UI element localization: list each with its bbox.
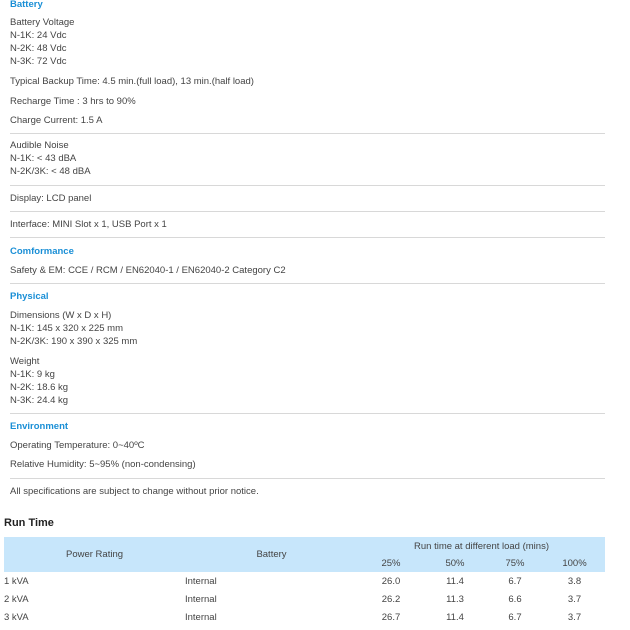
- runtime-cell: 3.7: [567, 611, 582, 623]
- power-rating-cell: 1 kVA: [4, 575, 29, 587]
- runtime-cell: 6.7: [508, 575, 522, 587]
- runtime-cell: 3.8: [567, 575, 582, 587]
- col-header-load: 50%: [424, 555, 486, 572]
- col-header-load: 25%: [358, 555, 424, 572]
- battery-voltage-title: Battery Voltage: [10, 17, 75, 28]
- section-heading-physical: Physical: [10, 291, 49, 302]
- power-rating-cell: 2 kVA: [4, 593, 29, 605]
- safety-em-spec: Safety & EM: CCE / RCM / EN62040-1 / EN62040-2 Category C2: [10, 265, 286, 276]
- section-heading-environment: Environment: [10, 421, 69, 432]
- runtime-cell: 6.7: [508, 611, 522, 623]
- separator: [10, 413, 605, 414]
- runtime-cell: 11.4: [446, 611, 464, 623]
- runtime-cell: 11.3: [446, 593, 464, 605]
- runtime-cell: 11.4: [446, 575, 464, 587]
- backup-time: Typical Backup Time: 4.5 min.(full load), 13 min.(half load): [10, 76, 254, 87]
- audible-noise-line: N-2K/3K: < 48 dBA: [10, 166, 91, 177]
- section-heading-conformance: Comformance: [10, 246, 74, 257]
- notice-text: All specifications are subject to change without prior notice.: [10, 486, 259, 497]
- separator: [10, 211, 605, 212]
- separator: [10, 478, 605, 479]
- weight-line: N-2K: 18.6 kg: [10, 382, 69, 393]
- dimensions-title: Dimensions (W x D x H): [10, 310, 112, 321]
- battery-voltage-line: N-3K: 72 Vdc: [10, 56, 67, 67]
- weight-title: Weight: [10, 356, 40, 367]
- dimensions-line: N-2K/3K: 190 x 390 x 325 mm: [10, 336, 138, 347]
- section-heading-battery: Battery: [10, 0, 43, 10]
- separator: [10, 185, 605, 186]
- display-spec: Display: LCD panel: [10, 193, 92, 204]
- table-row: [4, 608, 605, 626]
- recharge-time: Recharge Time : 3 hrs to 90%: [10, 96, 136, 107]
- col-header-load: 75%: [486, 555, 544, 572]
- interface-spec: Interface: MINI Slot x 1, USB Port x 1: [10, 219, 167, 230]
- battery-cell: Internal: [185, 611, 217, 623]
- audible-noise-line: N-1K: < 43 dBA: [10, 153, 77, 164]
- table-row: [4, 590, 605, 608]
- battery-cell: Internal: [185, 575, 217, 587]
- runtime-table: [4, 537, 605, 626]
- weight-line: N-1K: 9 kg: [10, 369, 55, 380]
- separator: [10, 133, 605, 134]
- table-row: [4, 572, 605, 590]
- runtime-title: Run Time: [4, 517, 54, 529]
- runtime-cell: 3.7: [567, 593, 582, 605]
- weight-line: N-3K: 24.4 kg: [10, 395, 69, 406]
- battery-voltage-line: N-2K: 48 Vdc: [10, 43, 67, 54]
- audible-noise-title: Audible Noise: [10, 140, 69, 151]
- charge-current: Charge Current: 1.5 A: [10, 115, 103, 126]
- runtime-cell: 26.2: [381, 593, 401, 605]
- dimensions-line: N-1K: 145 x 320 x 225 mm: [10, 323, 123, 334]
- col-header-power-rating: Power Rating: [4, 537, 185, 572]
- runtime-cell: 26.7: [381, 611, 401, 623]
- runtime-cell: 26.0: [381, 575, 401, 587]
- col-header-runtime-group: Run time at different load (mins): [358, 537, 605, 555]
- relative-humidity: Relative Humidity: 5~95% (non-condensing): [10, 459, 196, 470]
- operating-temperature: Operating Temperature: 0~40ºC: [10, 440, 145, 451]
- col-header-load: 100%: [544, 555, 605, 572]
- runtime-cell: 6.6: [508, 593, 522, 605]
- col-header-battery: Battery: [185, 537, 358, 572]
- battery-voltage-line: N-1K: 24 Vdc: [10, 30, 67, 41]
- separator: [10, 237, 605, 238]
- power-rating-cell: 3 kVA: [4, 611, 29, 623]
- separator: [10, 283, 605, 284]
- battery-cell: Internal: [185, 593, 217, 605]
